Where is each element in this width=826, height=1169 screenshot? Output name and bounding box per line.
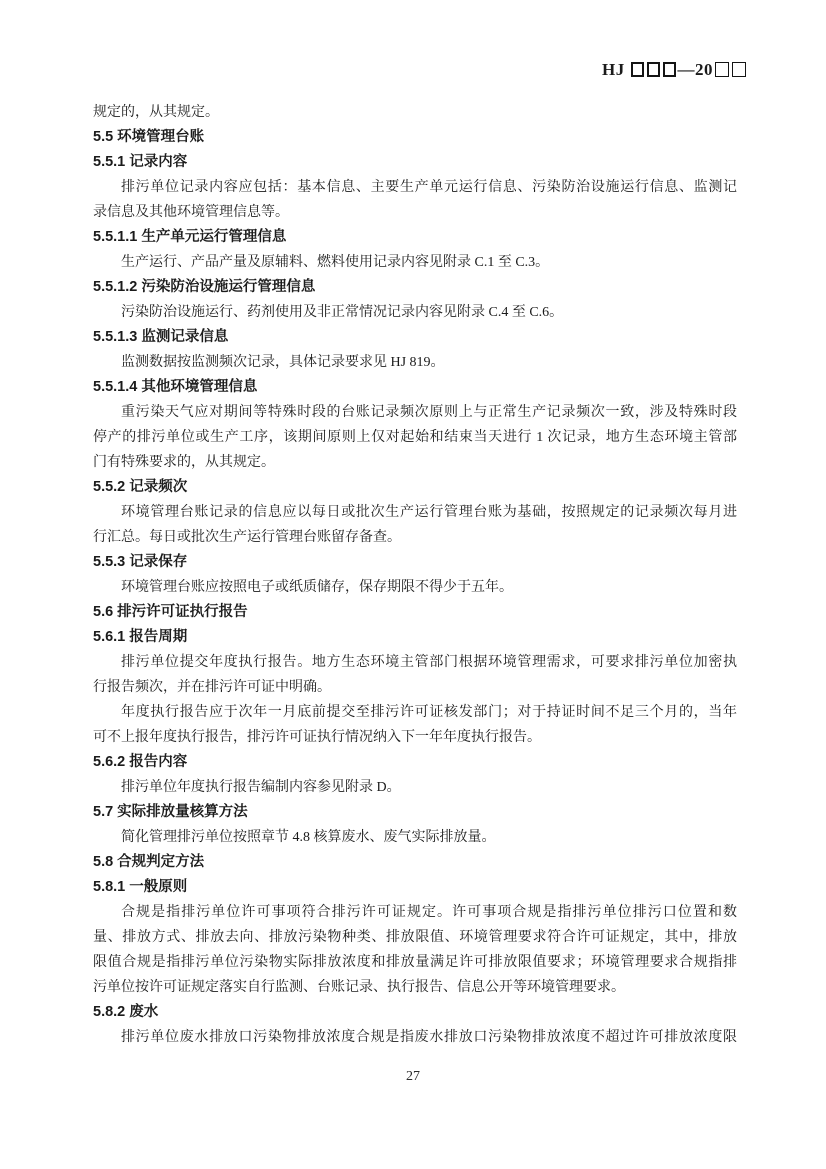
- section-heading-5-8-1: 5.8.1 一般原则: [93, 879, 188, 895]
- paragraph-line: 限值合规是指排污单位污染物实际排放浓度和排放量满足许可排放限值要求；环境管理要求合规指排: [93, 955, 737, 970]
- paragraph-line: 行报告频次，并在排污许可证中明确。: [93, 680, 331, 695]
- section-heading-5-5-1-2: 5.5.1.2 污染防治设施运行管理信息: [93, 279, 316, 295]
- standard-number: HJ —20: [602, 60, 747, 79]
- paragraph-line: 污染防治设施运行、药剂使用及非正常情况记录内容见附录 C.4 至 C.6。: [121, 305, 564, 320]
- paragraph-line: 重污染天气应对期间等特殊时段的台账记录频次原则上与正常生产记录频次一致，涉及特殊时段: [121, 405, 737, 420]
- section-heading-5-5-1-3: 5.5.1.3 监测记录信息: [93, 329, 229, 345]
- document-body: [93, 100, 737, 1050]
- paragraph-line: 行汇总。每日或批次生产运行管理台账留存备查。: [93, 530, 401, 545]
- paragraph-line: 合规是指排污单位许可事项符合排污许可证规定。许可事项合规是指排污单位排污口位置和数: [121, 905, 737, 920]
- page-number: 27: [406, 1069, 420, 1084]
- section-heading-5-6: 5.6 排污许可证执行报告: [93, 604, 248, 620]
- standard-number-header: [602, 60, 747, 80]
- placeholder-box-icon: [715, 62, 729, 77]
- section-heading-5-8-2: 5.8.2 废水: [93, 1004, 159, 1020]
- paragraph-line: 停产的排污单位或生产工序，该期间原则上仅对起始和结束当天进行 1 次记录，地方生态环境主管部: [93, 430, 737, 445]
- section-heading-5-6-1: 5.6.1 报告周期: [93, 629, 188, 645]
- paragraph-line: 环境管理台账记录的信息应以每日或批次生产运行管理台账为基础，按照规定的记录频次每月进: [121, 505, 737, 520]
- paragraph-line: 监测数据按监测频次记录，具体记录要求见 HJ 819。: [121, 355, 445, 370]
- section-heading-5-5-3: 5.5.3 记录保存: [93, 554, 188, 570]
- paragraph-line: 简化管理排污单位按照章节 4.8 核算废水、废气实际排放量。: [121, 830, 496, 845]
- section-heading-5-5-1: 5.5.1 记录内容: [93, 154, 188, 170]
- paragraph-line: 生产运行、产品产量及原辅料、燃料使用记录内容见附录 C.1 至 C.3。: [121, 255, 550, 270]
- paragraph-line: 年度执行报告应于次年一月底前提交至排污许可证核发部门；对于持证时间不足三个月的，当年: [121, 705, 737, 720]
- paragraph-line: 排污单位提交年度执行报告。地方生态环境主管部门根据环境管理需求，可要求排污单位加密执: [121, 655, 737, 670]
- section-heading-5-6-2: 5.6.2 报告内容: [93, 754, 188, 770]
- paragraph-line: 环境管理台账应按照电子或纸质储存，保存期限不得少于五年。: [121, 580, 513, 595]
- section-heading-5-5-1-1: 5.5.1.1 生产单元运行管理信息: [93, 229, 287, 245]
- section-heading-5-7: 5.7 实际排放量核算方法: [93, 804, 248, 820]
- paragraph-line: 可不上报年度执行报告，排污许可证执行情况纳入下一年年度执行报告。: [93, 730, 541, 745]
- paragraph-line: 规定的，从其规定。: [93, 105, 219, 120]
- paragraph-line: 量、排放方式、排放去向、排放污染物种类、排放限值、环境管理要求符合许可证规定，其中，排放: [93, 930, 737, 945]
- placeholder-box-icon: [663, 62, 676, 77]
- section-heading-5-5-1-4: 5.5.1.4 其他环境管理信息: [93, 379, 258, 395]
- paragraph-line: 污单位按许可证规定落实自行监测、台账记录、执行报告、信息公开等环境管理要求。: [93, 980, 625, 995]
- paragraph-line: 录信息及其他环境管理信息等。: [93, 205, 289, 220]
- paragraph-line: 排污单位年度执行报告编制内容参见附录 D。: [121, 780, 401, 795]
- paragraph-line: 排污单位记录内容应包括：基本信息、主要生产单元运行信息、污染防治设施运行信息、监测记: [121, 180, 737, 195]
- paragraph-line: 门有特殊要求的，从其规定。: [93, 455, 275, 470]
- section-heading-5-5-2: 5.5.2 记录频次: [93, 479, 188, 495]
- section-heading-5-8: 5.8 合规判定方法: [93, 854, 205, 870]
- page-footer: [0, 1069, 826, 1085]
- placeholder-box-icon: [647, 62, 660, 77]
- placeholder-box-icon: [732, 62, 746, 77]
- paragraph-line: 排污单位废水排放口污染物排放浓度合规是指废水排放口污染物排放浓度不超过许可排放浓度限: [121, 1030, 737, 1045]
- placeholder-box-icon: [631, 62, 644, 77]
- section-heading-5-5: 5.5 环境管理台账: [93, 129, 205, 145]
